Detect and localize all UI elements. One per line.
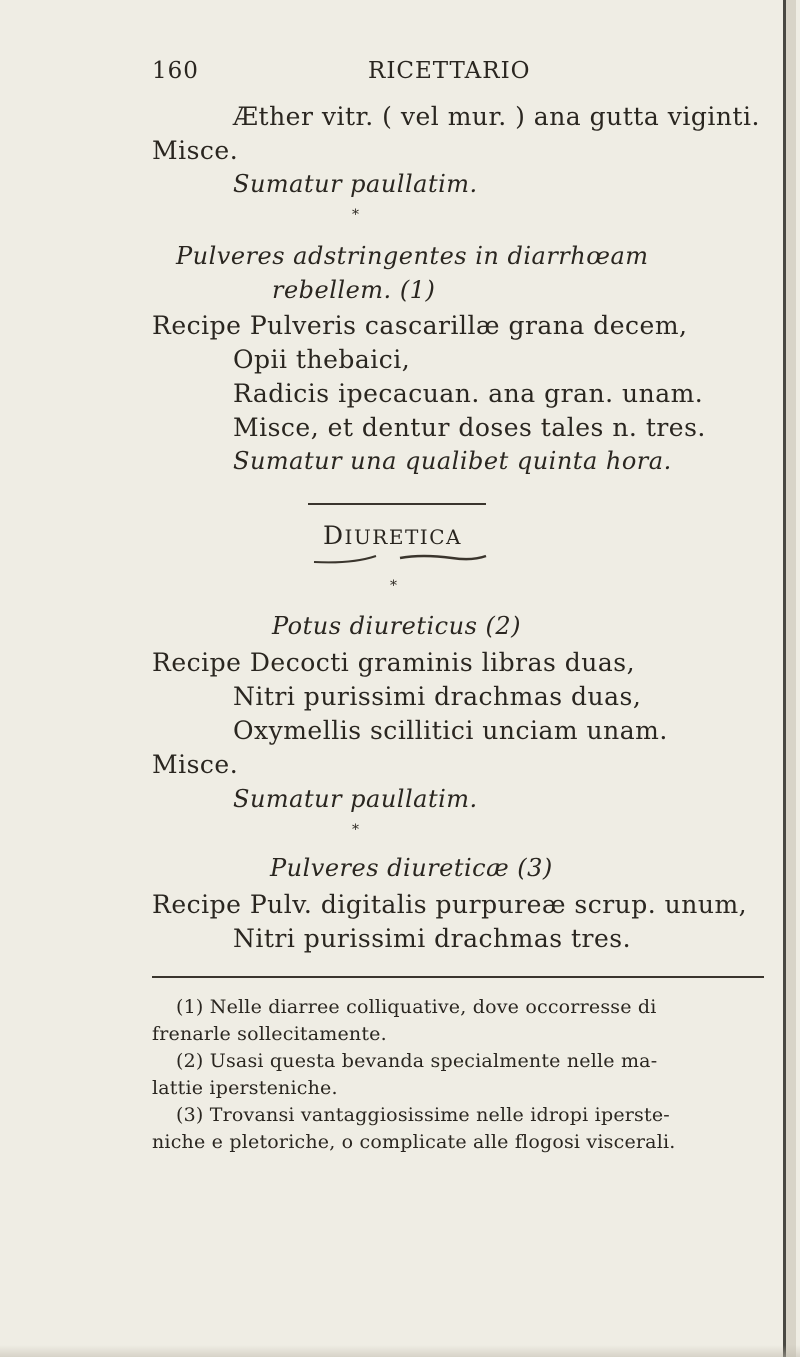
separator-star: * bbox=[390, 578, 397, 594]
ornament-flourish bbox=[312, 552, 488, 568]
text-line: Misce. bbox=[152, 136, 239, 165]
text-line: Recipe Pulveris cascarillæ grana decem, bbox=[152, 311, 688, 340]
separator-star: * bbox=[352, 822, 359, 838]
section-heading bbox=[323, 521, 462, 550]
instruction-line: Sumatur una qualibet quinta hora. bbox=[233, 447, 672, 475]
recipe-title: Pulveres diureticæ (3) bbox=[270, 854, 553, 882]
page-bottom-shadow bbox=[0, 1345, 800, 1357]
footnote: lattie ipersteniche. bbox=[152, 1077, 338, 1099]
recipe-title: Potus diureticus (2) bbox=[272, 612, 522, 640]
text-line: Radicis ipecacuan. ana gran. unam. bbox=[233, 379, 704, 408]
section-rule bbox=[308, 503, 486, 505]
section-heading-rest: IURETICA bbox=[344, 525, 462, 549]
footnote-rule bbox=[152, 976, 764, 978]
footnote: (3) Trovansi vantaggiosissime nelle idropi iperste- bbox=[176, 1104, 670, 1126]
text-line: Recipe Decocti graminis libras duas, bbox=[152, 648, 636, 677]
text-line: Opii thebaici, bbox=[233, 345, 411, 374]
footnote: (1) Nelle diarree colliquative, dove occorresse di bbox=[176, 996, 657, 1018]
text-line: Nitri purissimi drachmas duas, bbox=[233, 682, 642, 711]
text-line: Æther vitr. ( vel mur. ) ana gutta viginti. bbox=[233, 102, 760, 131]
text-line: Nitri purissimi drachmas tres. bbox=[233, 924, 632, 953]
running-title: RICETTARIO bbox=[368, 58, 531, 84]
recipe-title-cont: rebellem. (1) bbox=[272, 276, 436, 304]
recipe-title: Pulveres adstringentes in diarrhœam bbox=[176, 242, 649, 270]
footnote: niche e pletoriche, o complicate alle flogosi viscerali. bbox=[152, 1131, 676, 1153]
text-line: Misce, et dentur doses tales n. tres. bbox=[233, 413, 706, 442]
instruction-line: Sumatur paullatim. bbox=[233, 170, 478, 198]
footnote: frenarle sollecitamente. bbox=[152, 1023, 387, 1045]
text-line: Recipe Pulv. digitalis purpureæ scrup. unum, bbox=[152, 890, 748, 919]
page-edge-line bbox=[783, 0, 786, 1357]
separator-star: * bbox=[352, 207, 359, 223]
instruction-line: Sumatur paullatim. bbox=[233, 785, 478, 813]
text-line: Oxymellis scillitici unciam unam. bbox=[233, 716, 668, 745]
footnote: (2) Usasi questa bevanda specialmente nelle ma- bbox=[176, 1050, 658, 1072]
page-edge-shadow bbox=[786, 0, 796, 1357]
section-heading-initial: D bbox=[323, 521, 345, 550]
page-number: 160 bbox=[152, 58, 199, 84]
text-line: Misce. bbox=[152, 750, 239, 779]
